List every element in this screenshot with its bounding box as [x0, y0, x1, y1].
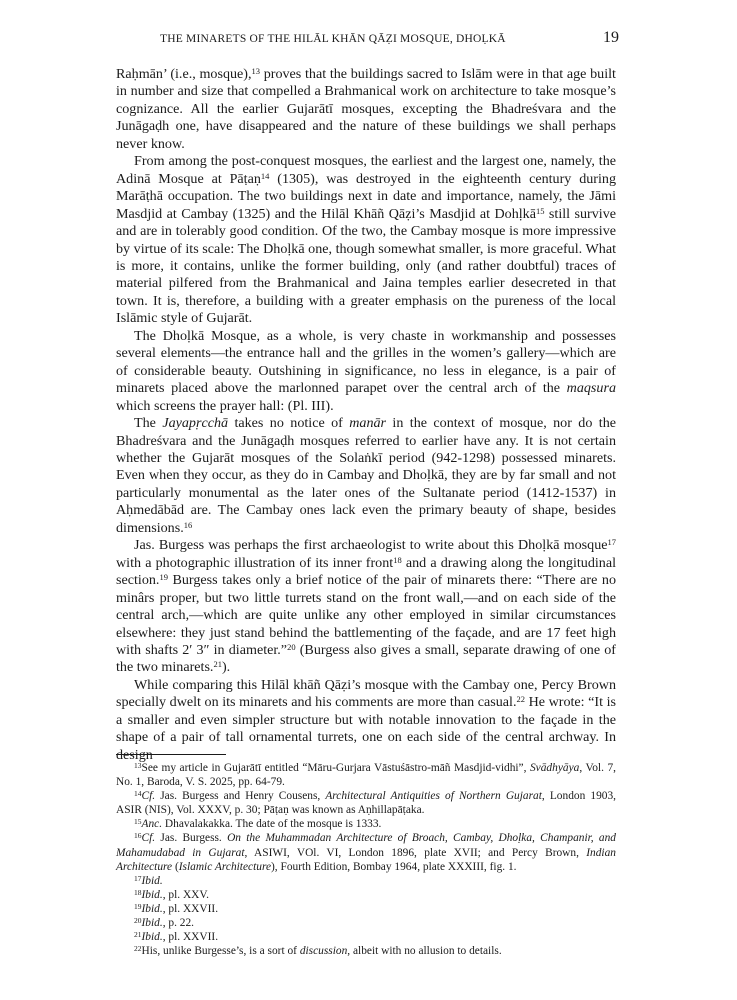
footnote-ref[interactable]: 17	[607, 537, 616, 548]
footnote	[116, 930, 616, 944]
footnote	[116, 789, 616, 817]
text-run: Raḥmān’ (i.e., mosque),	[116, 66, 252, 82]
text-run: , pl. XXVII.	[162, 931, 219, 944]
text-run: See my article in Gujarātī entitled “Māru-Gurjara Vāstuśāstro-māñ Masdjid-vidhi”,	[141, 762, 530, 774]
footnote-divider	[116, 754, 226, 755]
text-run: The	[134, 415, 163, 432]
italic-abbrev: Ibid.	[141, 874, 163, 887]
footnote-ref[interactable]: 18	[393, 554, 402, 565]
italic-title: Svādhyāya	[529, 762, 580, 774]
italic-term: discussion	[299, 945, 348, 958]
footnote	[116, 874, 616, 888]
italic-abbrev: Ibid.	[141, 888, 163, 901]
footnote-ref[interactable]: 21	[213, 659, 222, 670]
text-run: He wrote: “It is a smaller and even simpler structure but with notable innovation to the façade in the shape of a pair of tall ornamental turrets, one on each side of the central archway. In design	[116, 694, 616, 763]
paragraph	[116, 66, 616, 153]
text-run: Jas. Burgess and Henry Cousens,	[155, 790, 326, 803]
text-run: Burgess takes only a brief notice of the pair of minarets there: “There are no minârs proper, but two little turrets stand on the front wall,—and on each side of the central arch,—which are quite unlike any other employed in similar circumstances elsewhere: they just stand behind the battlementing of the façade, and are 17 feet high with shafts 2′ 3″ in diameter.”	[116, 572, 616, 658]
italic-term: Jayapṛcchā	[162, 415, 229, 432]
text-run: ).	[221, 659, 231, 676]
text-run: , p. 22.	[162, 917, 195, 930]
text-run: , albeit with no allusion to details.	[347, 945, 502, 958]
paragraph	[116, 328, 616, 415]
italic-title: On the Muhammadan Architecture of Broach, Cambay, Dhoḷka, Champanir, and Mahamudabad in Gujarat	[116, 832, 616, 859]
text-run: From among the post-conquest mosques, the earliest and the largest one, namely, the Adinā Mosque at Pāṭaṇ	[116, 153, 616, 187]
page-number: 19	[603, 29, 619, 46]
text-run: which screens the prayer hall: (Pl. III).	[116, 397, 334, 414]
footnote-number: 13	[134, 761, 142, 770]
italic-term: manār	[349, 415, 387, 432]
footnote-number: 22	[134, 944, 142, 954]
italic-term: maqsura	[566, 380, 616, 397]
text-run: , pl. XXVII.	[162, 902, 219, 915]
footnote-ref[interactable]: 19	[159, 572, 168, 583]
italic-title: Indian Architecture	[116, 846, 616, 873]
text-run: ), Fourth Edition, Bombay 1964, plate XXXIII, fig. 1.	[271, 860, 517, 873]
footnote-number: 18	[134, 887, 142, 897]
footnote-ref[interactable]: 16	[183, 519, 193, 530]
text-run: with a photographic illustration of its inner front	[116, 554, 394, 571]
paragraph	[116, 415, 616, 537]
text-run: in the context of mosque, nor do the Bhadreśvara and the Junāgaḍh mosques referred to earlier have any. It is not certain whether the Gujarāt mosques of the Solaṅkī period (942-1298) possessed minarets. Even when they occur, as they do in Cambay and Dhoḷkā, they are by far small and not particularly monumental as the later ones of the Sultanate period (1412-1537) in Aḥmedābād are. The Cambay ones lack even the primary beauty of shape, besides dimensions.	[116, 415, 617, 536]
footnote	[116, 831, 616, 873]
text-run: While comparing this Hilāl khāñ Qāẓi’s mosque with the Cambay one, Percy Brown specially dwelt on its minarets and his comments are more than casual.	[116, 676, 616, 711]
italic-title: Islamic Architecture	[178, 860, 272, 873]
italic-title: Architectural Antiquities of Northern Gujarat	[325, 790, 542, 803]
italic-abbrev: Cf.	[141, 832, 156, 845]
footnote-ref[interactable]: 13	[251, 66, 261, 76]
italic-abbrev: Ibid.	[141, 917, 163, 930]
footnote-ref[interactable]: 15	[535, 205, 545, 216]
paragraph	[116, 537, 616, 677]
footnote	[116, 888, 616, 902]
footnotes	[116, 761, 616, 958]
text-run: (1305), was destroyed in the eighteenth century during Marāṭhā occupation. The two buildings next in date and importance, namely, the Jāmi Masdjid at Cambay (1325) and the Hilāl Khāñ Qāẓi’s Masdjid at Dohḷkā	[116, 170, 616, 222]
text-run: His, unlike Burgesse’s, is a sort of	[141, 945, 300, 958]
text-run: Jas. Burgess was perhaps the first archaeologist to write about this Dhoḷkā mosque	[134, 537, 608, 554]
text-run: and a drawing along the longitudinal section.	[116, 554, 616, 589]
text-run: (Burgess also gives a small, separate drawing of one of the two minarets.	[116, 641, 617, 676]
italic-abbrev: Ibid.	[141, 931, 163, 944]
text-run: , Vol. 7, No. 1, Baroda, V. S. 2025, pp. 64-79.	[116, 762, 616, 789]
footnote-number: 21	[134, 930, 142, 940]
body-text	[116, 66, 616, 764]
footnote	[116, 902, 616, 916]
footnote-ref[interactable]: 22	[516, 694, 525, 705]
text-run: proves that the buildings sacred to Islām were in that age built in number and size that compelled a Brahmanical work on architecture to take mosque’s cognizance. All the earlier Gujarātī mosques, excepting the Bhadreśvara and the Junāgaḍh one, have disappeared and the nature of these buildings we shall perhaps never know.	[116, 66, 616, 152]
italic-abbrev: Ibid.	[141, 902, 163, 915]
footnote	[116, 944, 616, 958]
footnote-number: 19	[134, 901, 142, 911]
footnote-number: 16	[134, 831, 142, 841]
text-run: takes no notice of	[228, 415, 350, 432]
italic-abbrev: Cf.	[141, 790, 156, 803]
text-run: Dhavalakakka. The date of the mosque is 1333.	[162, 818, 382, 831]
text-run: , pl. XXV.	[162, 888, 210, 901]
footnote-number: 15	[134, 817, 142, 827]
text-run: Jas. Burgess.	[155, 832, 228, 845]
text-run: The Dhoḷkā Mosque, as a whole, is very chaste in workmanship and possesses several elements—the entrance hall and the grilles in the women’s gallery—which are of considerable beauty. Outshining in significance, no less in elegance, is a pair of minarets placed above the marlonned parapet over the central arch of the	[116, 327, 616, 397]
footnote-number: 14	[134, 789, 142, 799]
text-run: , London 1903, ASIR (NIS), Vol. XXXV, p. 30; Pāṭaṇ was known as Aṇhillapāṭaka.	[116, 790, 617, 817]
footnote	[116, 817, 616, 831]
italic-abbrev: Anc.	[141, 818, 163, 831]
footnote-ref[interactable]: 20	[287, 641, 296, 652]
footnote-number: 17	[134, 873, 142, 883]
footnote-number: 20	[134, 916, 142, 926]
paragraph	[116, 677, 616, 764]
text-run: (	[172, 860, 179, 873]
running-head: THE MINARETS OF THE HILĀL KHĀN QĀẒI MOSQUE, DHOḶKĀ	[160, 33, 506, 45]
text-run: still survive and are in tolerably good condition. Of the two, the Cambay mosque is more impressive by virtue of its scale: The Dhoḷkā one, though somewhat smaller, is more graceful. What is more, it contains, unlike the former building, only (and rather doubtful) traces of material pilfered from the Brahmanical and Jaina temples earlier desecreted in that town. It is, therefore, a building with a greater emphasis on the pureness of the local Islāmic style of Gujarāt.	[116, 205, 616, 327]
footnote	[116, 916, 616, 930]
footnote	[116, 761, 616, 789]
text-run: , ASIWI, VOl. VI, London 1896, plate XVII; and Percy Brown,	[244, 846, 587, 859]
paragraph	[116, 153, 616, 328]
footnote-ref[interactable]: 14	[260, 170, 270, 181]
